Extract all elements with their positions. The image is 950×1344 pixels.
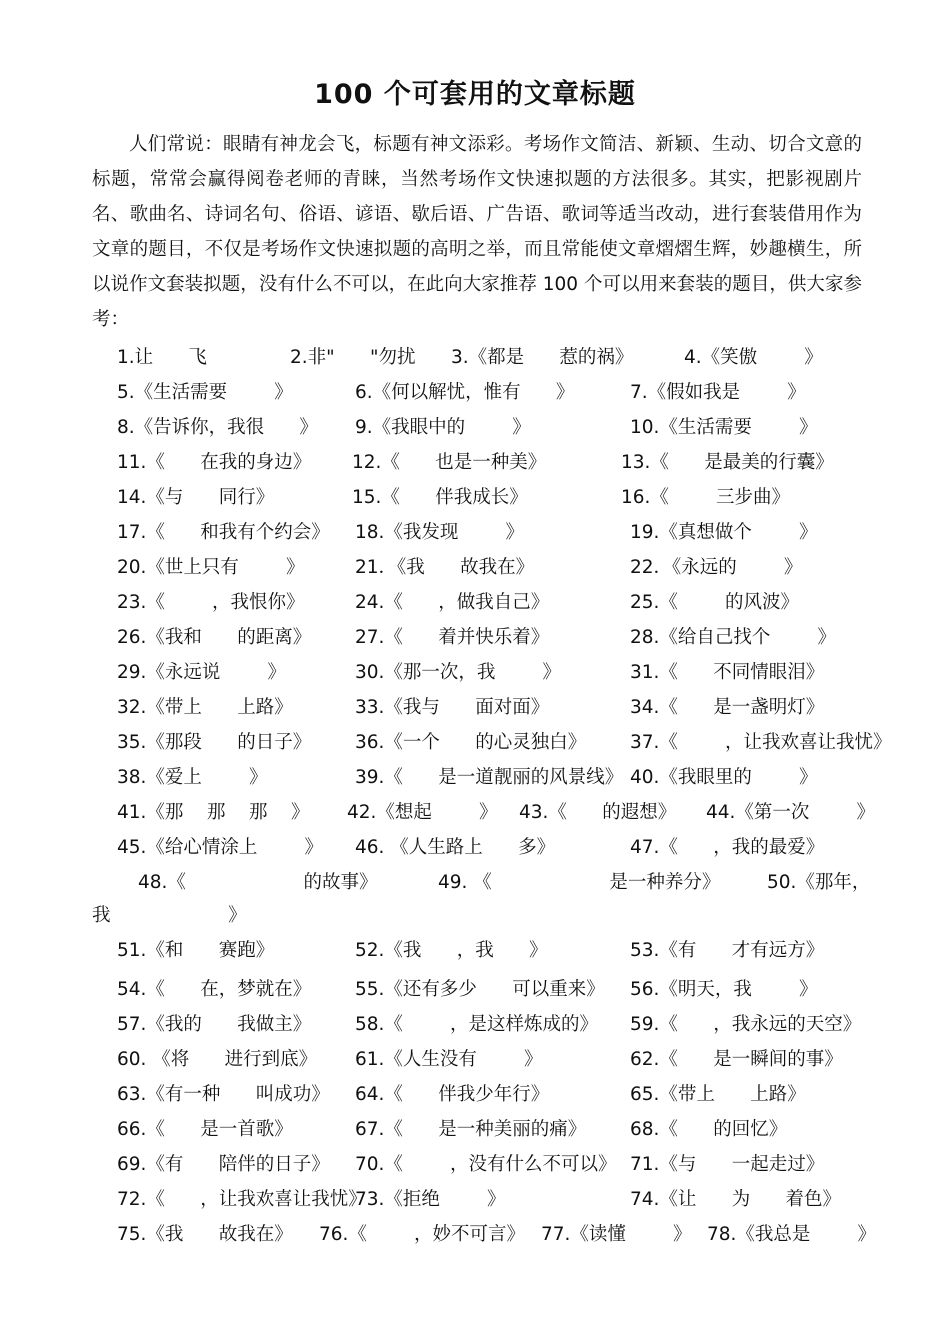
title-item: 30.《那一次，我 》 [355, 662, 561, 683]
title-row [0, 343, 950, 373]
title-row [0, 1115, 950, 1145]
title-item: 37.《 ，让我欢喜让我忧》 [630, 732, 892, 753]
page-title: 100 个可套用的文章标题 [314, 79, 636, 110]
title-row [0, 936, 950, 966]
title-item: 20.《世上只有 》 [117, 557, 305, 578]
title-item: 76.《 ，妙不可言》 [319, 1224, 525, 1245]
title-item: 15.《 伴我成长》 [352, 487, 528, 508]
title-item: 11.《 在我的身边》 [117, 452, 312, 473]
title-item: 1.让 飞 [117, 347, 207, 368]
title-row [0, 693, 950, 723]
title-row [0, 1045, 950, 1075]
title-item: 32.《带上 上路》 [117, 697, 293, 718]
title-item: 31.《 不同情眼泪》 [630, 662, 825, 683]
title-item: 3.《都是 惹的祸》 [451, 347, 634, 368]
title-item: 19.《真想做个 》 [630, 522, 818, 543]
title-item: 39.《 是一道靓丽的风景线》 [355, 767, 624, 788]
title-item: 53.《有 才有远方》 [630, 940, 825, 961]
title-item: 24.《 ，做我自己》 [355, 592, 550, 613]
title-row [0, 728, 950, 758]
title-item: 54.《 在，梦就在》 [117, 979, 312, 1000]
title-item: 49. 《 是一种养分》 [438, 872, 721, 893]
title-item: 35.《那段 的日子》 [117, 732, 312, 753]
title-item: 9.《我眼中的 》 [355, 417, 531, 438]
title-item: 52.《我 ，我 》 [355, 940, 548, 961]
title-item: 2.非" "勿扰 [290, 347, 416, 368]
title-item: 61.《人生没有 》 [355, 1049, 543, 1070]
title-row [0, 623, 950, 653]
title-item: 48.《 的故事》 [138, 872, 378, 893]
title-item: 8.《告诉你，我很 》 [117, 417, 318, 438]
title-item: 18.《我发现 》 [355, 522, 524, 543]
title-item: 73.《拒绝 》 [355, 1189, 506, 1210]
title-row [0, 1010, 950, 1040]
title-item: 59.《 ，我永远的天空》 [630, 1014, 862, 1035]
title-item: 12.《 也是一种美》 [352, 452, 547, 473]
title-row [0, 413, 950, 443]
title-item: 40.《我眼里的 》 [630, 767, 818, 788]
title-item: 78.《我总是 》 [707, 1224, 876, 1245]
title-item: 69.《有 陪伴的日子》 [117, 1154, 330, 1175]
title-item: 77.《读懂 》 [541, 1224, 692, 1245]
title-item: 64.《 伴我少年行》 [355, 1084, 550, 1105]
title-item: 66.《 是一首歌》 [117, 1119, 293, 1140]
title-item: 36.《一个 的心灵独白》 [355, 732, 587, 753]
title-item: 43.《 的遐想》 [519, 802, 677, 823]
title-item: 65.《带上 上路》 [630, 1084, 806, 1105]
title-item: 55.《还有多少 可以重来》 [355, 979, 605, 1000]
title-item: 75.《我 故我在》 [117, 1224, 293, 1245]
title-item: 44.《第一次 》 [706, 802, 875, 823]
title-item: 50.《那年， [767, 872, 871, 893]
title-row [0, 868, 950, 898]
title-row [0, 798, 950, 828]
title-row [0, 378, 950, 408]
title-item: 21．《我 故我在》 [355, 557, 535, 578]
title-item: 22．《永远的 》 [630, 557, 803, 578]
title-item: 68.《 的回忆》 [630, 1119, 788, 1140]
title-item: 74.《让 为 着色》 [630, 1189, 841, 1210]
title-row [0, 518, 950, 548]
intro-paragraph: 人们常说：眼睛有神龙会飞，标题有神文添彩。考场作文简洁、新颖、生动、切合文意的标题，常常会赢得阅卷老师的青睐，当然考场作文快速拟题的方法很多。其实，把影视剧片名、歌曲名、诗词名句、俗语、谚语、歇后语、广告语、歌词等适当改动，进行套装借用作为文章的题目，不仅是考场作文快速拟题的高明之举，而且常能使文章熠熠生辉，妙趣横生，所以说作文套装拟题，没有什么不可以，在此向大家推荐 100 个可以用来套装的题目，供大家参考： [92, 134, 862, 330]
title-item: 10.《生活需要 》 [630, 417, 818, 438]
title-item: 16.《 三步曲》 [621, 487, 790, 508]
title-item: 28.《给自己找个 》 [630, 627, 836, 648]
title-item: 63.《有一种 叫成功》 [117, 1084, 330, 1105]
title-item: 67.《 是一种美丽的痛》 [355, 1119, 587, 1140]
title-item: 23.《 ，我恨你》 [117, 592, 305, 613]
title-item: 7.《假如我是 》 [630, 382, 806, 403]
title-item: 38.《爱上 》 [117, 767, 268, 788]
title-row [0, 975, 950, 1005]
title-row [0, 1185, 950, 1215]
title-item: 13.《 是最美的行囊》 [621, 452, 834, 473]
title-item: 17.《 和我有个约会》 [117, 522, 330, 543]
title-row [0, 588, 950, 618]
title-item: 57.《我的 我做主》 [117, 1014, 312, 1035]
title-item: 60. 《将 进行到底》 [117, 1049, 318, 1070]
title-item: 42.《想起 》 [347, 802, 498, 823]
title-row [0, 833, 950, 863]
title-row [0, 448, 950, 478]
title-row [0, 553, 950, 583]
title-row [0, 1080, 950, 1110]
title-item: 6.《何以解忧，惟有 》 [355, 382, 575, 403]
title-item: 34.《 是一盏明灯》 [630, 697, 825, 718]
title-item: 46. 《人生路上 多》 [355, 837, 556, 858]
title-item: 71.《与 一起走过》 [630, 1154, 825, 1175]
title-row [0, 658, 950, 688]
title-row [0, 1220, 950, 1250]
title-item: 33.《我与 面对面》 [355, 697, 550, 718]
title-item: 51.《和 赛跑》 [117, 940, 275, 961]
title-item: 45.《给心情涂上 》 [117, 837, 323, 858]
title-item: 56.《明天，我 》 [630, 979, 818, 1000]
wrapped-title-continuation: 我 》 [92, 905, 247, 926]
title-row [0, 483, 950, 513]
title-item: 41.《那 那 那 》 [117, 802, 310, 823]
title-item: 5.《生活需要 》 [117, 382, 293, 403]
title-item: 70.《 ，没有什么不可以》 [355, 1154, 617, 1175]
title-item: 4.《笑傲 》 [684, 347, 823, 368]
title-item: 25.《 的风波》 [630, 592, 799, 613]
title-item: 14.《与 同行》 [117, 487, 275, 508]
title-item: 62.《 是一瞬间的事》 [630, 1049, 843, 1070]
title-item: 72.《 ，让我欢喜让我忧》 [117, 1189, 367, 1210]
title-row [0, 763, 950, 793]
title-item: 27.《 着并快乐着》 [355, 627, 550, 648]
title-row [0, 1150, 950, 1180]
title-item: 58.《 ，是这样炼成的》 [355, 1014, 598, 1035]
title-item: 47.《 ，我的最爱》 [630, 837, 825, 858]
title-item: 26.《我和 的距离》 [117, 627, 312, 648]
title-item: 29.《永远说 》 [117, 662, 286, 683]
